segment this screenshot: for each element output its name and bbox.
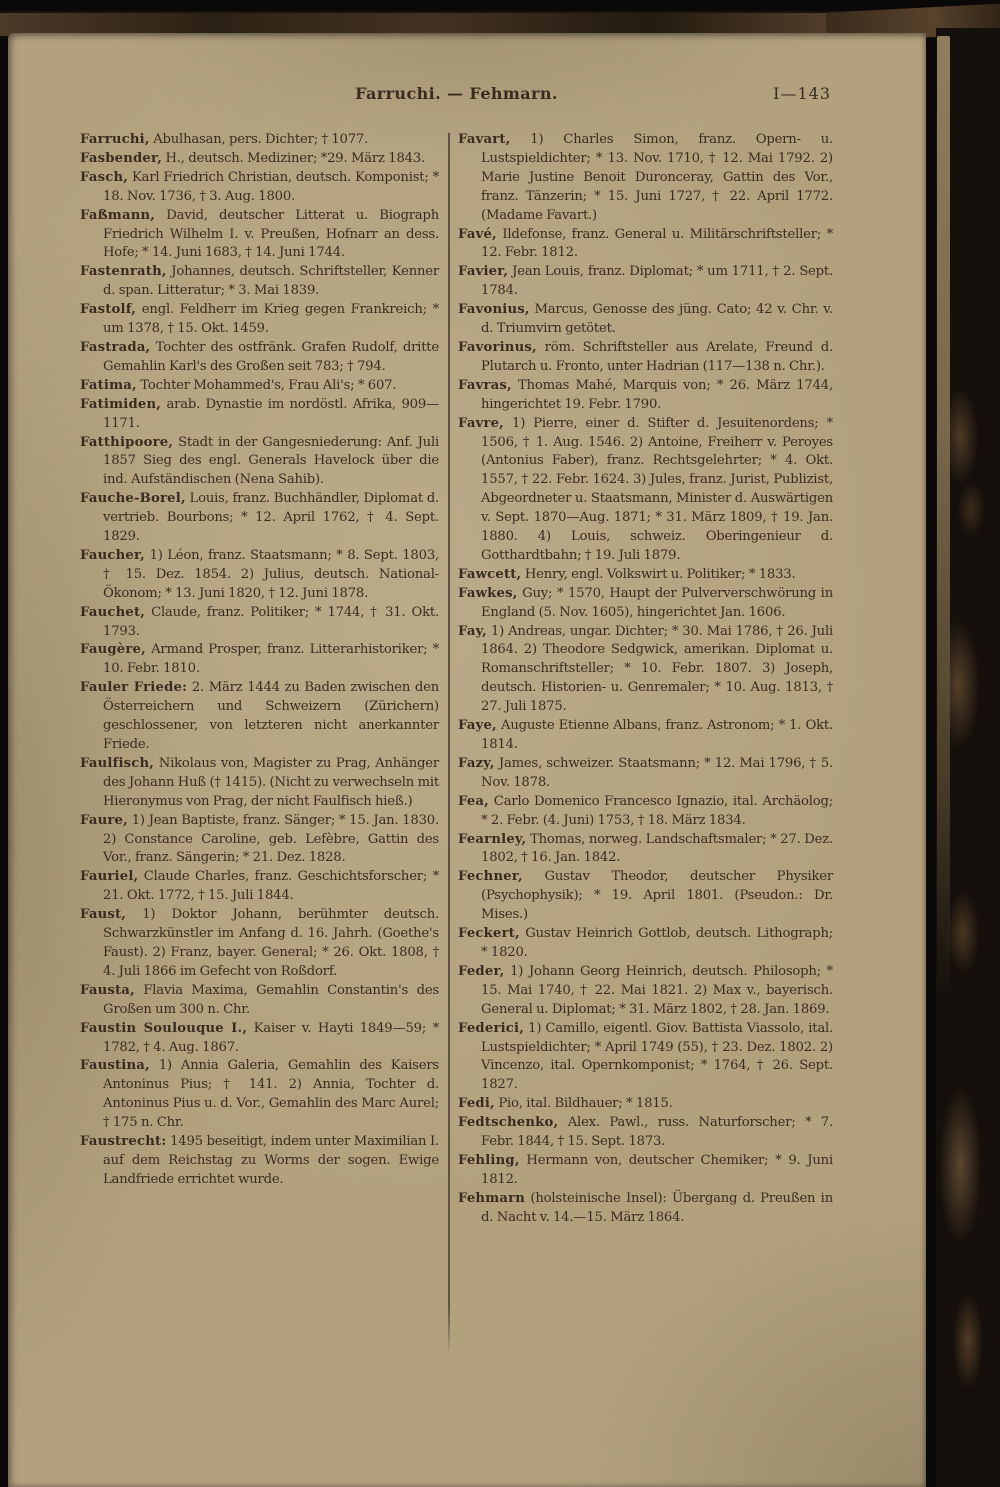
entry-term: Fehling,	[458, 1152, 520, 1168]
lexicon-entry: Faustrecht: 1495 beseitigt, indem unter Maximilian I. auf dem Reichstag zu Worms der sogen. Ewige Landfriede errichtet wurde.	[80, 1134, 439, 1187]
lexicon-entry: Fehmarn (holsteinische Insel): Übergang d. Preußen in d. Nacht v. 14.—15. März 1864.	[458, 1190, 833, 1225]
lexicon-entry: Fay, 1) Andreas, ungar. Dichter; * 30. Mai 1786, † 26. Juli 1864. 2) Theodore Sedgwick, amerikan. Diplomat u. Romanschriftsteller; * 10. Febr. 1807. 3) Joseph, deutsch. Historien- u. Genremaler; * 10. Aug. 1813, † 27. Juli 1875.	[458, 623, 833, 715]
entry-term: Favé,	[458, 226, 497, 242]
entry-term: Fastolf,	[80, 302, 137, 318]
lexicon-entry: Favorinus, röm. Schriftsteller aus Arelate, Freund d. Plutarch u. Fronto, unter Hadrian (117—138 n. Chr.).	[458, 339, 833, 374]
entry-term: Faßmann,	[80, 207, 156, 223]
lexicon-entry: Fea, Carlo Domenico Francesco Ignazio, ital. Archäolog; * 2. Febr. (4. Juni) 1753, † 18. März 1834.	[458, 793, 833, 828]
entry-term: Fasbender,	[80, 150, 162, 166]
page-number: I—143	[773, 84, 831, 103]
lexicon-entry: Favonius, Marcus, Genosse des jüng. Cato; 42 v. Chr. v. d. Triumvirn getötet.	[458, 302, 833, 337]
left-column	[80, 131, 439, 1190]
entry-term: Fea,	[458, 793, 489, 809]
entry-term: Feder,	[458, 963, 505, 979]
entry-term: Fauler Friede:	[80, 680, 188, 696]
lexicon-entry: Fawkes, Guy; * 1570, Haupt der Pulververschwörung in England (5. Nov. 1605), hingerichtet Jan. 1606.	[458, 585, 833, 620]
lexicon-entry: Faustin Soulouque I., Kaiser v. Hayti 1849—59; * 1782, † 4. Aug. 1867.	[80, 1020, 440, 1055]
entry-term: Favonius,	[458, 302, 530, 318]
lexicon-entry: Federici, 1) Camillo, eigentl. Giov. Battista Viassolo, ital. Lustspieldichter; * April 1749 (55), † 23. Dez. 1802. 2) Vincenzo, ital. Opernkomponist; * 1764, † 26. Sept. 1827.	[458, 1020, 833, 1093]
entry-term: Fedi,	[458, 1096, 495, 1112]
lexicon-entry: Favras, Thomas Mahé, Marquis von; * 26. März 1744, hingerichtet 19. Febr. 1790.	[458, 377, 833, 412]
lexicon-entry: Feckert, Gustav Heinrich Gottlob, deutsch. Lithograph; * 1820.	[458, 926, 833, 960]
lexicon-entry: Fatima, Tochter Mohammed's, Frau Ali's; * 607.	[80, 377, 397, 393]
lexicon-entry: Faucher, 1) Léon, franz. Staatsmann; * 8. Sept. 1803, † 15. Dez. 1854. 2) Julius, deutsch. National-Ökonom; * 13. Juni 1820, † 12. Juni 1878.	[80, 547, 439, 601]
lexicon-entry: Favé, Ildefonse, franz. General u. Militärschriftsteller; * 12. Febr. 1812.	[458, 226, 833, 261]
entry-term: Favre,	[458, 415, 504, 431]
entry-term: Fastrada,	[80, 339, 151, 355]
entry-term: Fazy,	[458, 755, 495, 771]
entry-term: Faugère,	[80, 642, 146, 658]
lexicon-entry: Fasbender, H., deutsch. Mediziner; *29. März 1843.	[80, 150, 426, 166]
lexicon-entry: Favre, 1) Pierre, einer d. Stifter d. Jesuitenordens; * 1506, † 1. Aug. 1546. 2) Antoine, Freiherr v. Peroyes (Antonius Faber), franz. Rechtsgelehrter; * 4. Okt. 1557, † 22. Febr. 1624. 3) Jules, franz. Jurist, Publizist, Abgeordneter u. Staatsmann, Minister d. Auswärtigen v. Sept. 1870—Aug. 1871; * 31. März 1809, † 19. Jan. 1880. 4) Louis, schweiz. Oberingenieur d. Gotthardtbahn; † 19. Juli 1879.	[458, 415, 833, 563]
lexicon-entry: Faure, 1) Jean Baptiste, franz. Sänger; * 15. Jan. 1830. 2) Constance Caroline, geb. Lefèbre, Gattin des Vor., franz. Sängerin; * 21. Dez. 1828.	[80, 812, 439, 866]
lexicon-entry: Faust, 1) Doktor Johann, berühmter deutsch. Schwarzkünstler im Anfang d. 16. Jahrh. (Goethe's Faust). 2) Franz, bayer. General; * 26. Okt. 1808, † 4. Juli 1866 im Gefecht von Roßdorf.	[80, 907, 439, 979]
lexicon-entry: Fastolf, engl. Feldherr im Krieg gegen Frankreich; * um 1378, † 15. Okt. 1459.	[80, 302, 439, 337]
lexicon-entry: Fasch, Karl Friedrich Christian, deutsch. Komponist; * 18. Nov. 1736, † 3. Aug. 1800.	[80, 169, 439, 204]
lexicon-entry: Favier, Jean Louis, franz. Diplomat; * um 1711, † 2. Sept. 1784.	[458, 264, 833, 299]
entry-term: Fechner,	[458, 869, 523, 885]
entry-term: Fearnley,	[458, 831, 527, 847]
entry-term: Fasch,	[80, 169, 129, 185]
entry-term: Farruchi,	[80, 132, 150, 147]
page-header	[80, 84, 833, 106]
lexicon-entry: Fauriel, Claude Charles, franz. Geschichtsforscher; * 21. Okt. 1772, † 15. Juli 1844.	[80, 869, 439, 904]
entry-term: Favras,	[458, 377, 512, 393]
lexicon-entry: Faustina, 1) Annia Galeria, Gemahlin des Kaisers Antoninus Pius; † 141. 2) Annia, Tochter d. Antoninus Pius u. d. Vor., Gemahlin des Marc Aurel; † 175 n. Chr.	[80, 1058, 439, 1131]
lexicon-entry: Fearnley, Thomas, norweg. Landschaftsmaler; * 27. Dez. 1802, † 16. Jan. 1842.	[458, 831, 833, 866]
entry-term: Fedtschenko,	[458, 1115, 559, 1131]
entry-term: Feckert,	[458, 926, 520, 942]
entry-term: Favorinus,	[458, 339, 537, 355]
lexicon-entry: Fatimiden, arab. Dynastie im nordöstl. Afrika, 909—1171.	[80, 396, 439, 431]
running-title: Farruchi. — Fehmarn.	[355, 84, 558, 103]
entry-term: Fawcett,	[458, 566, 522, 582]
entry-term: Faustina,	[80, 1058, 150, 1074]
lexicon-entry: Fazy, James, schweizer. Staatsmann; * 12. Mai 1796, † 5. Nov. 1878.	[458, 755, 833, 790]
lexicon-entry: Favart, 1) Charles Simon, franz. Opern- u. Lustspieldichter; * 13. Nov. 1710, † 12. Mai 1792. 2) Marie Justine Benoit Duronceray, Gattin des Vor., franz. Tänzerin; * 15. Juni 1727, † 22. April 1772. (Madame Favart.)	[458, 132, 833, 223]
lexicon-entry: Fauchet, Claude, franz. Politiker; * 1744, † 31. Okt. 1793.	[80, 604, 439, 639]
lexicon-entry: Fatthipoore, Stadt in der Gangesniederung: Anf. Juli 1857 Sieg des engl. Generals Havelock über die ind. Aufständischen (Nena Sahib).	[80, 434, 439, 488]
lexicon-entry: Fedi, Pio, ital. Bildhauer; * 1815.	[458, 1096, 673, 1112]
entry-term: Fatimiden,	[80, 396, 162, 412]
entry-term: Faulfisch,	[80, 755, 155, 771]
lexicon-page	[8, 33, 926, 1487]
lexicon-entry: Fedtschenko, Alex. Pawl., russ. Naturforscher; * 7. Febr. 1844, † 15. Sept. 1873.	[458, 1115, 833, 1150]
lexicon-entry: Farruchi, Abulhasan, pers. Dichter; † 1077.	[80, 132, 369, 147]
entry-term: Fauche-Borel,	[80, 491, 186, 507]
entry-term: Fauchet,	[80, 604, 146, 620]
entry-term: Fay,	[458, 623, 487, 639]
entry-term: Faure,	[80, 812, 128, 828]
lexicon-entry: Fauler Friede: 2. März 1444 zu Baden zwischen den Österreichern und Schweizern (Zürichern) geschlossener, von letzteren nicht anerkannter Friede.	[80, 680, 439, 752]
text-columns	[80, 131, 833, 1228]
lexicon-entry: Fastrada, Tochter des ostfränk. Grafen Rudolf, dritte Gemahlin Karl's des Großen seit 783; † 794.	[80, 339, 439, 374]
lexicon-entry: Faulfisch, Nikolaus von, Magister zu Prag, Anhänger des Johann Huß († 1415). (Nicht zu verwechseln mit Hieronymus von Prag, der nicht Faulfisch hieß.)	[80, 755, 439, 809]
lexicon-entry: Fastenrath, Johannes, deutsch. Schriftsteller, Kenner d. span. Litteratur; * 3. Mai 1839.	[80, 264, 439, 299]
entry-term: Faucher,	[80, 547, 145, 563]
lexicon-entry: Faugère, Armand Prosper, franz. Litterarhistoriker; * 10. Febr. 1810.	[80, 642, 439, 677]
entry-term: Faye,	[458, 718, 497, 734]
lexicon-entry: Faßmann, David, deutscher Litterat u. Biograph Friedrich Wilhelm I. v. Preußen, Hofnarr an dess. Hofe; * 14. Juni 1683, † 14. Juni 1744.	[80, 207, 439, 261]
lexicon-entry: Feder, 1) Johann Georg Heinrich, deutsch. Philosoph; * 15. Mai 1740, † 22. Mai 1821. 2) Max v., bayerisch. General u. Diplomat; * 31. März 1802, † 28. Jan. 1869.	[458, 963, 833, 1017]
entry-term: Faust,	[80, 907, 127, 923]
entry-term: Favier,	[458, 264, 509, 280]
entry-term: Fehmarn	[458, 1190, 526, 1206]
entry-term: Federici,	[458, 1020, 525, 1036]
entry-term: Fastenrath,	[80, 264, 167, 280]
right-column	[458, 131, 833, 1228]
page-stack-edge	[937, 36, 950, 1016]
lexicon-entry: Faye, Auguste Etienne Albans, franz. Astronom; * 1. Okt. 1814.	[458, 718, 833, 752]
entry-term: Fatima,	[80, 377, 137, 393]
entry-term: Fausta,	[80, 982, 135, 998]
entry-term: Faustin Soulouque I.,	[80, 1020, 248, 1036]
entry-term: Fauriel,	[80, 869, 139, 885]
lexicon-entry: Fawcett, Henry, engl. Volkswirt u. Politiker; * 1833.	[458, 566, 796, 582]
lexicon-entry: Fechner, Gustav Theodor, deutscher Physiker (Psychophysik); * 19. April 1801. (Pseudon.: Dr. Mises.)	[458, 869, 833, 923]
entry-term: Fawkes,	[458, 585, 518, 601]
entry-term: Fatthipoore,	[80, 434, 174, 450]
entry-term: Faustrecht:	[80, 1134, 167, 1150]
lexicon-entry: Fehling, Hermann von, deutscher Chemiker; * 9. Juni 1812.	[458, 1152, 833, 1187]
entry-term: Favart,	[458, 132, 511, 147]
lexicon-entry: Fauche-Borel, Louis, franz. Buchhändler, Diplomat d. vertrieb. Bourbons; * 12. April 1762, † 4. Sept. 1829.	[80, 491, 439, 545]
lexicon-entry: Fausta, Flavia Maxima, Gemahlin Constantin's des Großen um 300 n. Chr.	[80, 982, 439, 1017]
